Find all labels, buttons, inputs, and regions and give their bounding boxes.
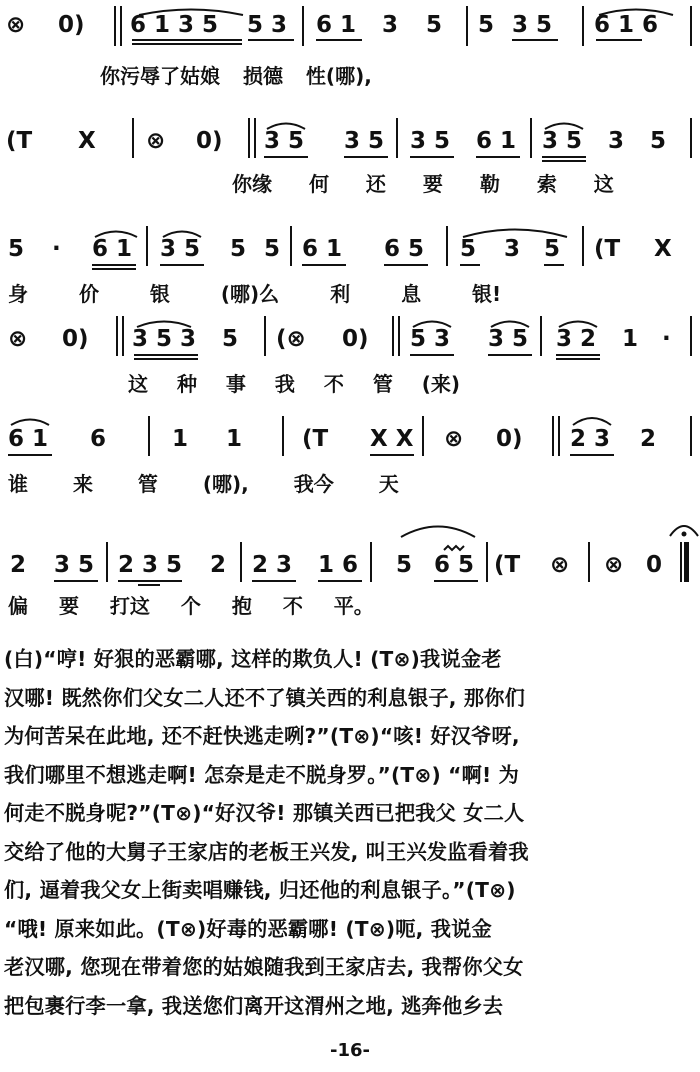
barline bbox=[120, 6, 122, 46]
barline bbox=[248, 118, 250, 158]
note: ⊗ bbox=[550, 552, 570, 578]
slur bbox=[398, 522, 478, 538]
underline bbox=[138, 584, 160, 586]
barline bbox=[690, 316, 692, 356]
barline bbox=[540, 316, 542, 356]
note: 6 1 3 5 bbox=[130, 12, 219, 38]
note: 3 5 bbox=[410, 128, 451, 154]
text-line: 们, 逼着我父女上街卖唱赚钱, 归还他的利息银子。”(T⊗) bbox=[4, 878, 516, 902]
lyric-line: 偏 要 打这 个 抱 不 平。 bbox=[8, 594, 374, 618]
underline bbox=[134, 354, 198, 356]
slur bbox=[134, 318, 194, 328]
note: 5 bbox=[426, 12, 443, 38]
underline bbox=[8, 454, 52, 456]
underline bbox=[132, 39, 242, 41]
text-line: 为何苦呆在此地, 还不赶快逃走咧?”(T⊗)“咳! 好汉爷呀, bbox=[4, 724, 520, 748]
barline bbox=[588, 542, 590, 582]
barline bbox=[582, 226, 584, 266]
note: 5 bbox=[650, 128, 667, 154]
underline bbox=[544, 264, 564, 266]
lyric-line: 你污辱了姑娘 损德 性(哪), bbox=[100, 64, 372, 88]
note: 5 bbox=[544, 236, 561, 262]
note: 0) bbox=[342, 326, 369, 352]
note: 1 bbox=[622, 326, 639, 352]
note: · bbox=[52, 236, 61, 262]
fermata bbox=[668, 520, 700, 540]
note: (T bbox=[594, 236, 621, 262]
barline bbox=[114, 6, 116, 46]
note: 3 bbox=[382, 12, 399, 38]
notation-line bbox=[0, 316, 700, 354]
barline bbox=[558, 416, 560, 456]
underline bbox=[476, 156, 520, 158]
barline bbox=[486, 542, 488, 582]
note: 2 3 bbox=[570, 426, 611, 452]
underline bbox=[384, 264, 428, 266]
note: 5 bbox=[230, 236, 247, 262]
note: 2 bbox=[640, 426, 657, 452]
note: ⊗ bbox=[8, 326, 28, 352]
note: 3 5 bbox=[542, 128, 583, 154]
barline bbox=[396, 118, 398, 158]
notation-line bbox=[0, 6, 700, 44]
note: 0) bbox=[58, 12, 85, 38]
note: (T bbox=[6, 128, 33, 154]
slur bbox=[460, 226, 570, 238]
note: ⊗ bbox=[146, 128, 166, 154]
barline bbox=[680, 542, 682, 582]
page-number: -16- bbox=[330, 1040, 370, 1061]
note: 6 1 6 bbox=[594, 12, 659, 38]
note: 3 bbox=[608, 128, 625, 154]
lyric-line: 你缘 何 还 要 勒 索 这 bbox=[232, 172, 614, 196]
barline bbox=[684, 542, 689, 582]
underline bbox=[118, 580, 182, 582]
note: 6 1 bbox=[302, 236, 343, 262]
barline bbox=[146, 226, 148, 266]
barline bbox=[530, 118, 532, 158]
note: 6 1 bbox=[316, 12, 357, 38]
underline bbox=[318, 580, 362, 582]
note: 6 1 bbox=[92, 236, 133, 262]
barline bbox=[446, 226, 448, 266]
note: (⊗ bbox=[276, 326, 306, 352]
text-line: 我们哪里不想逃走啊! 怎奈是走不脱身罗。”(T⊗) “啊! 为 bbox=[4, 762, 520, 787]
underline bbox=[316, 39, 362, 41]
barline bbox=[148, 416, 150, 456]
note: 2 3 5 bbox=[118, 552, 183, 578]
slur bbox=[542, 120, 586, 130]
barline bbox=[690, 416, 692, 456]
barline bbox=[690, 118, 692, 158]
lyric-line: 身 价 银 (哪)么 利 息 银! bbox=[8, 282, 502, 306]
dialogue-text bbox=[4, 640, 696, 1025]
note: 3 5 bbox=[488, 326, 529, 352]
slur bbox=[556, 318, 600, 328]
note: 5 bbox=[460, 236, 477, 262]
note: 1 bbox=[226, 426, 243, 452]
note: 5 bbox=[8, 236, 25, 262]
note: 5 3 bbox=[410, 326, 451, 352]
underline bbox=[344, 156, 388, 158]
barline bbox=[282, 416, 284, 456]
note: 3 5 bbox=[160, 236, 201, 262]
note: 1 bbox=[172, 426, 189, 452]
underline bbox=[302, 264, 346, 266]
underline bbox=[556, 358, 600, 360]
barline bbox=[392, 316, 394, 356]
note: 6 5 bbox=[384, 236, 425, 262]
barline bbox=[240, 542, 242, 582]
underline bbox=[264, 156, 308, 158]
note: 6 1 bbox=[476, 128, 517, 154]
slur bbox=[160, 228, 204, 238]
note: 6 1 bbox=[8, 426, 49, 452]
underline bbox=[410, 354, 454, 356]
text-line: 老汉哪, 您现在带着您的姑娘随我到王家店去, 我帮你父女 bbox=[4, 955, 524, 979]
underline bbox=[132, 43, 242, 45]
slur bbox=[92, 228, 140, 238]
barline bbox=[582, 6, 584, 46]
underline bbox=[512, 39, 558, 41]
note: (T bbox=[494, 552, 521, 578]
note: 3 5 bbox=[344, 128, 385, 154]
barline bbox=[398, 316, 400, 356]
notation-line bbox=[0, 226, 700, 264]
note: 5 bbox=[396, 552, 413, 578]
underline bbox=[556, 354, 600, 356]
slur bbox=[264, 120, 308, 130]
note: 5 bbox=[222, 326, 239, 352]
note: 3 5 bbox=[512, 12, 553, 38]
note: 0 bbox=[646, 552, 663, 578]
barline bbox=[552, 416, 554, 456]
underline bbox=[542, 156, 586, 158]
note: ⊗ bbox=[6, 12, 26, 38]
barline bbox=[422, 416, 424, 456]
slur bbox=[136, 6, 246, 16]
barline bbox=[254, 118, 256, 158]
barline bbox=[116, 316, 118, 356]
barline bbox=[264, 316, 266, 356]
note: ⊗ bbox=[604, 552, 624, 578]
note: (T bbox=[302, 426, 329, 452]
underline bbox=[92, 268, 136, 270]
barline bbox=[106, 542, 108, 582]
underline bbox=[410, 156, 454, 158]
note: 5 3 bbox=[247, 12, 288, 38]
underline bbox=[134, 358, 198, 360]
note: 2 bbox=[210, 552, 227, 578]
underline bbox=[160, 264, 204, 266]
underline bbox=[542, 160, 586, 162]
underline bbox=[460, 264, 480, 266]
note: 3 5 bbox=[54, 552, 95, 578]
notation-line bbox=[0, 540, 700, 578]
note: 5 bbox=[478, 12, 495, 38]
barline bbox=[290, 226, 292, 266]
note: X bbox=[654, 236, 672, 262]
note: X X bbox=[370, 426, 414, 452]
underline bbox=[54, 580, 98, 582]
note: X bbox=[78, 128, 96, 154]
note: 2 3 bbox=[252, 552, 293, 578]
barline bbox=[122, 316, 124, 356]
note: 3 bbox=[504, 236, 521, 262]
underline bbox=[488, 354, 532, 356]
note: 3 5 bbox=[264, 128, 305, 154]
note: ⊗ bbox=[444, 426, 464, 452]
note: 6 bbox=[90, 426, 107, 452]
note: 6 5 bbox=[434, 552, 475, 578]
underline bbox=[570, 454, 614, 456]
note: 0) bbox=[62, 326, 89, 352]
barline bbox=[690, 6, 692, 46]
note: 3 2 bbox=[556, 326, 597, 352]
underline bbox=[596, 39, 642, 41]
text-line: 汉哪! 既然你们父女二人还不了镇关西的利息银子, 那你们 bbox=[4, 685, 526, 710]
barline bbox=[302, 6, 304, 46]
note: 0) bbox=[196, 128, 223, 154]
note: · bbox=[662, 326, 671, 352]
note: 5 bbox=[264, 236, 281, 262]
notation-line bbox=[0, 412, 700, 450]
text-line: 把包裹行李一拿, 我送您们离开这渭州之地, 逃奔他乡去 bbox=[4, 993, 504, 1018]
barline bbox=[466, 6, 468, 46]
barline bbox=[370, 542, 372, 582]
underline bbox=[370, 454, 414, 456]
barline bbox=[132, 118, 134, 158]
notation-line bbox=[0, 118, 700, 156]
note: 0) bbox=[496, 426, 523, 452]
slur bbox=[410, 318, 454, 328]
lyric-line: 谁 来 管 (哪), 我今 天 bbox=[8, 472, 399, 496]
slur bbox=[8, 416, 52, 426]
slur bbox=[596, 6, 676, 16]
slur bbox=[434, 542, 478, 554]
text-line: 何走不脱身呢?”(T⊗)“好汉爷! 那镇关西已把我父 女二人 bbox=[4, 801, 525, 825]
slur bbox=[570, 414, 614, 426]
note: 1 6 bbox=[318, 552, 359, 578]
underline bbox=[434, 580, 478, 582]
underline bbox=[248, 39, 294, 41]
underline bbox=[92, 264, 136, 266]
note: 3 5 3 bbox=[132, 326, 197, 352]
underline bbox=[252, 580, 296, 582]
slur bbox=[488, 318, 532, 328]
text-line: 交给了他的大舅子王家店的老板王兴发, 叫王兴发监看着我 bbox=[4, 839, 529, 864]
text-line: “哦! 原来如此。(T⊗)好毒的恶霸哪! (T⊗)呃, 我说金 bbox=[4, 916, 492, 941]
text-line: (白)“哼! 好狠的恶霸哪, 这样的欺负人! (T⊗)我说金老 bbox=[4, 647, 502, 671]
lyric-line: 这 种 事 我 不 管 (来) bbox=[128, 372, 461, 396]
note: 2 bbox=[10, 552, 27, 578]
